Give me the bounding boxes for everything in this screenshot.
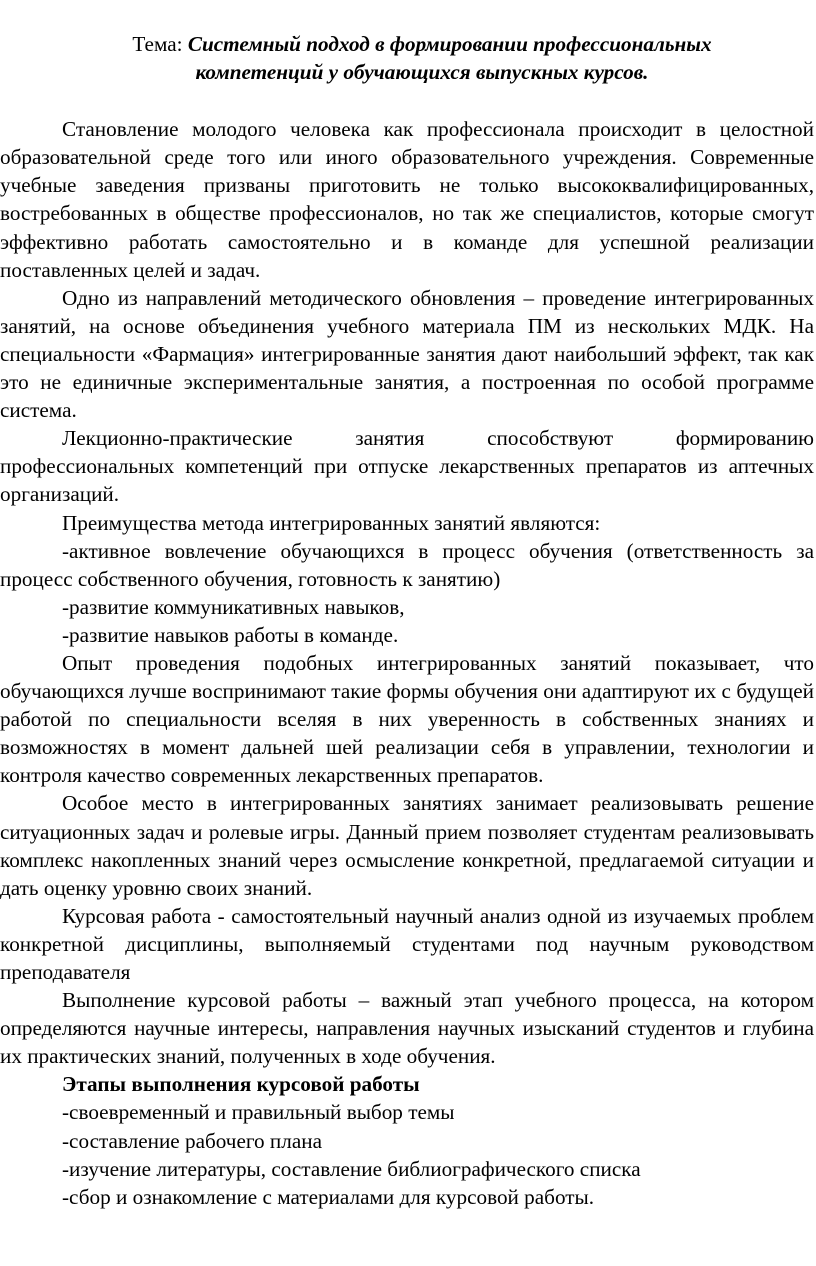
stage-item: -изучение литературы, составление библиографического списка <box>62 1156 641 1181</box>
paragraph-coursework-importance: Выполнение курсовой работы – важный этап учебного процесса, на котором определяются научные интересы, направления научных изысканий студентов и глубина их практических знаний, полученных в ходе обучения. <box>0 988 814 1069</box>
list-item-communication-skills: -развитие коммуникативных навыков, <box>62 594 405 619</box>
title-main-line-2: компетенций у обучающихся выпускных курсов. <box>195 60 649 85</box>
list-item-active-involvement: -активное вовлечение обучающихся в процесс обучения (ответственность за процесс собственного обучения, готовность к занятию) <box>0 538 814 591</box>
paragraph-advantages-intro: Преимущества метода интегрированных занятий являются: <box>62 510 601 535</box>
paragraph-intro: Становление молодого человека как профессионала происходит в целостной образовательной среде того или иного образовательного учреждения. Современные учебные заведения призваны приготовить не только высококвалифицированных, востребованных в обществе профессионалов, но так же специалистов, которые смогут эффективно работать самостоятельно и в команде для успешной реализации поставленных целей и задач. <box>0 117 814 282</box>
title-line-1 <box>30 30 814 58</box>
paragraph-lecture-practice: Лекционно-практические занятия способствуют формированию профессиональных компетенций при отпуске лекарственных препаратов из аптечных организаций. <box>0 426 814 507</box>
paragraph-special-place: Особое место в интегрированных занятиях занимает реализовывать решение ситуационных задач и ролевые игры. Данный прием позволяет студентам реализовывать комплекс накопленных знаний через осмысление конкретной, предлагаемой ситуации и дать оценку уровню своих знаний. <box>0 791 814 900</box>
document-title <box>0 30 814 86</box>
title-spacer <box>0 86 814 115</box>
title-main-line-1: Системный подход в формировании профессиональных <box>187 32 712 56</box>
stages-heading: Этапы выполнения курсовой работы <box>62 1072 420 1097</box>
paragraph-coursework-definition: Курсовая работа - самостоятельный научный анализ одной из изучаемых проблем конкретной дисциплины, выполняемый студентами под научным руководством преподавателя <box>0 903 814 984</box>
stage-item: -своевременный и правильный выбор темы <box>62 1100 455 1125</box>
stage-item: -составление рабочего плана <box>62 1128 322 1153</box>
list-item-teamwork-skills: -развитие навыков работы в команде. <box>62 622 399 647</box>
stage-item: -сбор и ознакомление с материалами для курсовой работы. <box>62 1184 595 1209</box>
document-page <box>0 30 814 1211</box>
title-prefix: Тема: <box>132 32 188 56</box>
paragraph-integrated-lessons: Одно из направлений методического обновления – проведение интегрированных занятий, на основе объединения учебного материала ПМ из нескольких МДК. На специальности «Фармация» интегрированные занятия дают наибольший эффект, так как это не единичные экспериментальные занятия, а построенная по особой программе система. <box>0 285 814 423</box>
paragraph-experience: Опыт проведения подобных интегрированных занятий показывает, что обучающихся лучше воспринимают такие формы обучения они адаптируют их с будущей работой по специальности вселяя в них уверенность в собственных знаниях и возможностях в момент дальней шей реализации себя в управлении, технологии и контроля качество современных лекарственных препаратов. <box>0 650 814 788</box>
